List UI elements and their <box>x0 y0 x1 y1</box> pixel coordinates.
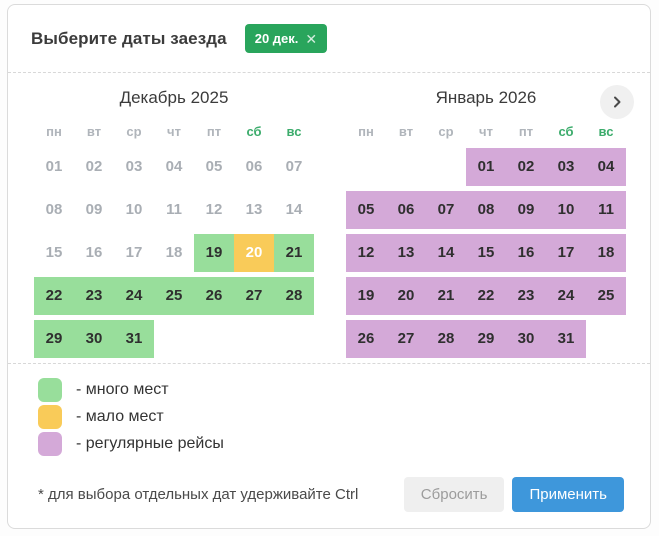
day-january-2026-06[interactable]: 06 <box>386 191 426 229</box>
weekday-label-сб: сб <box>246 124 262 139</box>
day-december-2025-29[interactable]: 29 <box>34 320 74 358</box>
day-december-2025-09: 09 <box>85 201 103 218</box>
day-december-2025-21[interactable]: 21 <box>274 234 314 272</box>
day-december-2025-11: 11 <box>166 201 182 218</box>
legend-label: - регулярные рейсы <box>76 435 224 452</box>
day-january-2026-01[interactable]: 01 <box>466 148 506 186</box>
calendar-week-row <box>34 277 314 315</box>
day-december-2025-18: 18 <box>165 244 183 261</box>
day-december-2025-01: 01 <box>45 158 63 175</box>
day-december-2025-10: 10 <box>125 201 143 218</box>
day-january-2026-02[interactable]: 02 <box>506 148 546 186</box>
day-december-2025-26[interactable]: 26 <box>194 277 234 315</box>
calendar-week-row <box>34 234 314 272</box>
calendar-week-row <box>346 320 626 358</box>
legend-item-few-seats <box>38 405 650 429</box>
weekday-label-чт: чт <box>167 124 181 139</box>
day-december-2025-13: 13 <box>245 201 263 218</box>
day-january-2026-24[interactable]: 24 <box>546 277 586 315</box>
calendar-month-title: Декабрь 2025 <box>119 88 229 107</box>
day-january-2026-10[interactable]: 10 <box>546 191 586 229</box>
weekday-label-вт: вт <box>398 124 414 139</box>
empty-day-cell <box>274 320 314 358</box>
day-december-2025-30[interactable]: 30 <box>74 320 114 358</box>
day-december-2025-15: 15 <box>45 244 63 261</box>
day-january-2026-29[interactable]: 29 <box>466 320 506 358</box>
legend <box>8 364 650 467</box>
many-seats-swatch <box>38 378 62 402</box>
weekday-label-ср: ср <box>438 124 454 139</box>
calendar-week-row <box>34 191 314 229</box>
day-january-2026-09[interactable]: 09 <box>506 191 546 229</box>
selected-date-badge[interactable] <box>245 24 327 53</box>
calendar-grid <box>346 148 626 358</box>
day-january-2026-08[interactable]: 08 <box>466 191 506 229</box>
weekday-label-пт: пт <box>206 124 222 139</box>
day-december-2025-04: 04 <box>165 158 183 175</box>
weekday-label-вс: вс <box>286 124 302 139</box>
day-january-2026-25[interactable]: 25 <box>586 277 626 315</box>
day-december-2025-06: 06 <box>245 158 263 175</box>
day-january-2026-28[interactable]: 28 <box>426 320 466 358</box>
day-january-2026-31[interactable]: 31 <box>546 320 586 358</box>
weekday-header-row <box>34 121 314 143</box>
day-december-2025-23[interactable]: 23 <box>74 277 114 315</box>
day-january-2026-16[interactable]: 16 <box>506 234 546 272</box>
day-january-2026-07[interactable]: 07 <box>426 191 466 229</box>
close-icon[interactable]: ✕ <box>305 30 318 47</box>
selected-date-badge-label: 20 дек. <box>254 31 299 46</box>
weekday-header-row <box>346 121 626 143</box>
empty-day-cell <box>234 320 274 358</box>
weekday-label-вс: вс <box>598 124 614 139</box>
calendar-week-row <box>34 320 314 358</box>
day-january-2026-05[interactable]: 05 <box>346 191 386 229</box>
weekday-label-чт: чт <box>479 124 493 139</box>
day-january-2026-12[interactable]: 12 <box>346 234 386 272</box>
day-december-2025-17: 17 <box>125 244 143 261</box>
empty-day-cell <box>586 320 626 358</box>
day-december-2025-20[interactable]: 20 <box>234 234 274 272</box>
calendar-week-row <box>346 191 626 229</box>
calendar-week-row <box>34 148 314 186</box>
apply-button[interactable]: Применить <box>512 477 624 512</box>
day-december-2025-12: 12 <box>205 201 223 218</box>
day-january-2026-23[interactable]: 23 <box>506 277 546 315</box>
weekday-label-пн: пн <box>358 124 374 139</box>
day-january-2026-27[interactable]: 27 <box>386 320 426 358</box>
popup-header <box>8 5 650 73</box>
day-january-2026-14[interactable]: 14 <box>426 234 466 272</box>
calendar-grid <box>34 148 314 358</box>
day-december-2025-08: 08 <box>45 201 63 218</box>
day-december-2025-19[interactable]: 19 <box>194 234 234 272</box>
day-december-2025-16: 16 <box>85 244 103 261</box>
empty-day-cell <box>386 148 426 186</box>
calendar-week-row <box>346 234 626 272</box>
day-december-2025-03: 03 <box>125 158 143 175</box>
empty-day-cell <box>154 320 194 358</box>
day-january-2026-30[interactable]: 30 <box>506 320 546 358</box>
day-january-2026-17[interactable]: 17 <box>546 234 586 272</box>
day-january-2026-11[interactable]: 11 <box>586 191 626 229</box>
day-january-2026-22[interactable]: 22 <box>466 277 506 315</box>
legend-item-regular-flights <box>38 432 650 456</box>
day-december-2025-07: 07 <box>285 158 303 175</box>
empty-day-cell <box>346 148 386 186</box>
date-picker-popup <box>7 4 651 529</box>
day-january-2026-13[interactable]: 13 <box>386 234 426 272</box>
popup-footer <box>8 467 650 512</box>
day-december-2025-22[interactable]: 22 <box>34 277 74 315</box>
day-january-2026-18[interactable]: 18 <box>586 234 626 272</box>
weekday-label-вт: вт <box>86 124 102 139</box>
calendar-january-2026 <box>346 87 626 363</box>
day-december-2025-05: 05 <box>205 158 223 175</box>
calendar-month-title: Январь 2026 <box>435 88 537 107</box>
day-december-2025-28[interactable]: 28 <box>274 277 314 315</box>
day-january-2026-21[interactable]: 21 <box>426 277 466 315</box>
calendar-week-row <box>346 148 626 186</box>
day-december-2025-31[interactable]: 31 <box>114 320 154 358</box>
calendars-section <box>8 73 650 363</box>
weekday-label-сб: сб <box>558 124 574 139</box>
calendar-december-2025 <box>34 87 314 363</box>
legend-label: - мало мест <box>76 408 164 425</box>
day-january-2026-04[interactable]: 04 <box>586 148 626 186</box>
weekday-label-пт: пт <box>518 124 534 139</box>
day-december-2025-27[interactable]: 27 <box>234 277 274 315</box>
legend-label: - много мест <box>76 381 169 398</box>
day-december-2025-14: 14 <box>285 201 303 218</box>
next-month-button[interactable] <box>600 85 634 119</box>
calendar-week-row <box>346 277 626 315</box>
weekday-label-пн: пн <box>46 124 62 139</box>
day-january-2026-03[interactable]: 03 <box>546 148 586 186</box>
empty-day-cell <box>426 148 466 186</box>
day-december-2025-02: 02 <box>85 158 103 175</box>
legend-item-many-seats <box>38 378 650 402</box>
weekday-label-ср: ср <box>126 124 142 139</box>
day-january-2026-15[interactable]: 15 <box>466 234 506 272</box>
day-january-2026-26[interactable]: 26 <box>346 320 386 358</box>
popup-title: Выберите даты заезда <box>31 28 227 48</box>
few-seats-swatch <box>38 405 62 429</box>
chevron-right-icon <box>609 94 625 110</box>
day-december-2025-25[interactable]: 25 <box>154 277 194 315</box>
ctrl-hint-note: * для выбора отдельных дат удерживайте Ctrl <box>38 486 359 503</box>
day-january-2026-20[interactable]: 20 <box>386 277 426 315</box>
regular-flights-swatch <box>38 432 62 456</box>
day-december-2025-24[interactable]: 24 <box>114 277 154 315</box>
empty-day-cell <box>194 320 234 358</box>
day-january-2026-19[interactable]: 19 <box>346 277 386 315</box>
reset-button[interactable]: Сбросить <box>404 477 505 512</box>
